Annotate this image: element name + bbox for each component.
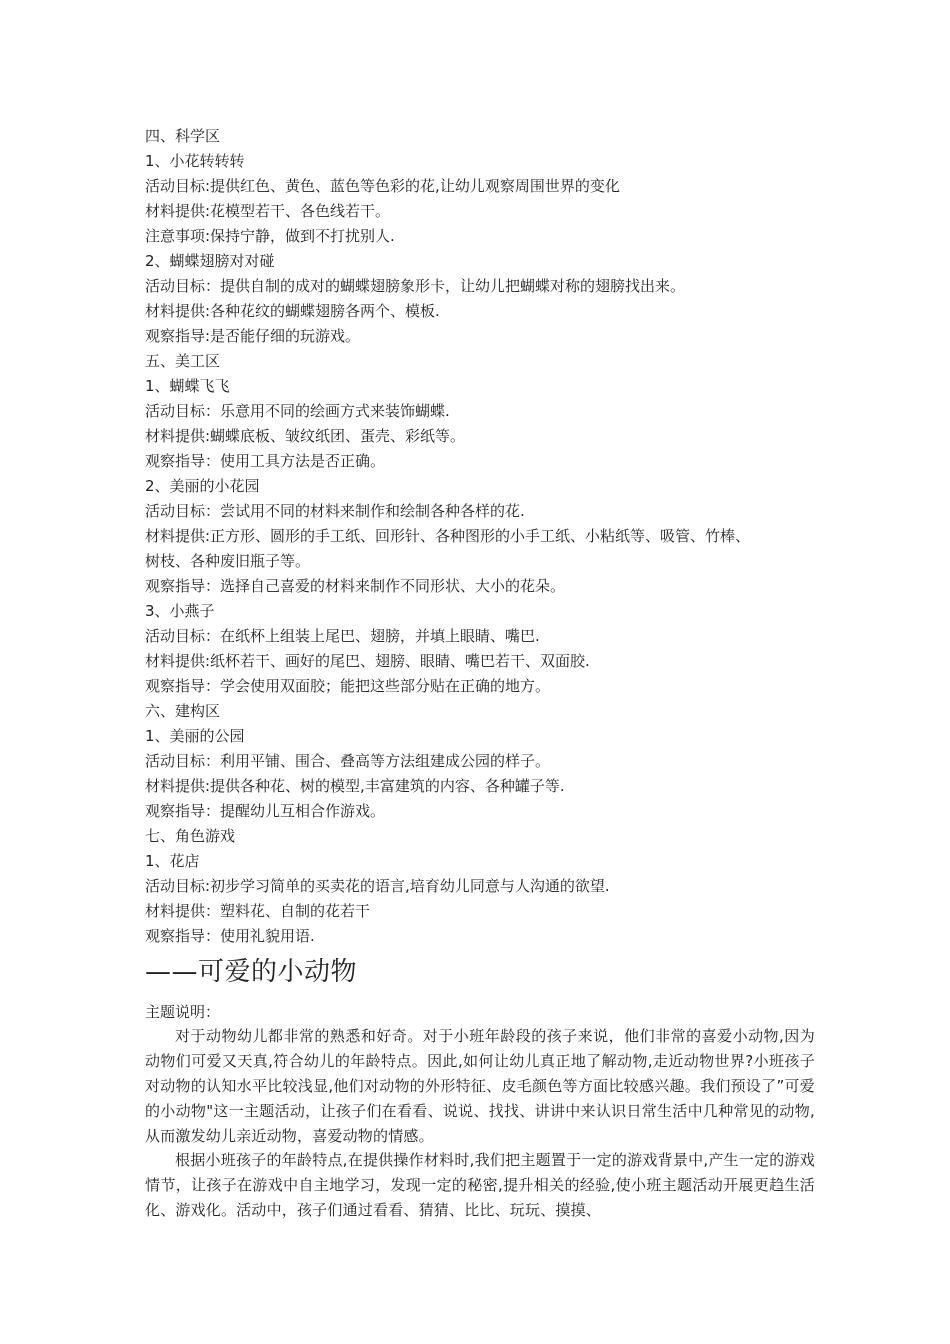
activity-title: 1、美丽的公园 [145,727,245,745]
activity-title: 3、小燕子 [145,602,215,620]
text-line: 材料提供：塑料花、自制的花若干 [145,902,371,920]
text-line: 观察指导：使用礼貌用语. [145,927,315,945]
text-line: 观察指导：提醒幼儿互相合作游戏。 [145,802,386,820]
text-line: 注意事项:保持宁静，做到不打扰别人. [145,227,395,245]
text-line: 活动目标：利用平铺、围合、叠高等方法组建成公园的样子。 [145,752,551,770]
text-line: 材料提供:花模型若干、各色线若干。 [145,202,391,220]
theme-label: 主题说明： [145,1003,221,1021]
text-line: 活动目标:提供红色、黄色、蓝色等色彩的花,让幼儿观察周围世界的变化 [145,177,620,195]
text-line: 材料提供:蝴蝶底板、皱纹纸团、蛋壳、彩纸等。 [145,427,466,445]
paragraph: 对于动物幼儿都非常的熟悉和好奇。对于小班年龄段的孩子来说，他们非常的喜爱小动物,因为动物们可爱又天真,符合幼儿的年龄特点。因此,如何让幼儿真正地了解动物,走近动物世界?小班孩子对动物的认知水平比较浅显,他们对动物的外形特征、皮毛颜色等方面比较感兴趣。我们预设了”可爱的小动物"这一主题活动，让孩子们在看看、说说、找找、讲讲中来认识日常生活中几种常见的动物,从而激发幼儿亲近动物，喜爱动物的情感。 [145,1027,815,1145]
text-line: 活动目标：尝试用不同的材料来制作和绘制各种各样的花. [145,502,525,520]
text-line: 材料提供:提供各种花、树的模型,丰富建筑的内容、各种罐子等. [145,777,565,795]
section-heading-role-play: 七、角色游戏 [145,827,236,845]
text-line: 活动目标：提供自制的成对的蝴蝶翅膀象形卡，让幼儿把蝴蝶对称的翅膀找出来。 [145,277,686,295]
text-line: 材料提供:各种花纹的蝴蝶翅膀各两个、模板. [145,302,440,320]
text-line: 活动目标:初步学习简单的买卖花的语言,培育幼儿同意与人沟通的欲望. [145,877,610,895]
text-line: 活动目标：乐意用不同的绘画方式来装饰蝴蝶. [145,402,450,420]
activity-title: 2、美丽的小花园 [145,477,260,495]
activity-title: 1、小花转转转 [145,152,245,170]
text-line: 观察指导：选择自己喜爱的材料来制作不同形状、大小的花朵。 [145,577,566,595]
section-heading-science: 四、科学区 [145,127,221,145]
section-heading-construction: 六、建构区 [145,702,221,720]
section-title: ——可爱的小动物 [145,957,358,987]
section-heading-art: 五、美工区 [145,352,221,370]
text-line: 活动目标：在纸杯上组装上尾巴、翅膀，并填上眼睛、嘴巴. [145,627,540,645]
activity-title: 1、花店 [145,852,200,870]
paragraph: 根据小班孩子的年龄特点,在提供操作材料时,我们把主题置于一定的游戏背景中,产生一定的游戏情节，让孩子在游戏中自主地学习，发现一定的秘密,提升相关的经验,使小班主题活动开展更趋生活化、游戏化。活动中，孩子们通过看看、猜猜、比比、玩玩、摸摸、 [145,1151,815,1219]
text-line: 树枝、各种废旧瓶子等。 [145,552,311,570]
text-line: 观察指导:是否能仔细的玩游戏。 [145,327,361,345]
activity-title: 1、蝴蝶飞飞 [145,377,230,395]
text-line: 材料提供:纸杯若干、画好的尾巴、翅膀、眼睛、嘴巴若干、双面胶. [145,652,590,670]
text-line: 观察指导：使用工具方法是否正确。 [145,452,386,470]
text-line: 观察指导：学会使用双面胶；能把这些部分贴在正确的地方。 [145,677,551,695]
activity-title: 2、蝴蝶翅膀对对碰 [145,252,275,270]
text-line: 材料提供:正方形、圆形的手工纸、回形针、各种图形的小手工纸、小粘纸等、吸管、竹棒、 [145,527,751,545]
